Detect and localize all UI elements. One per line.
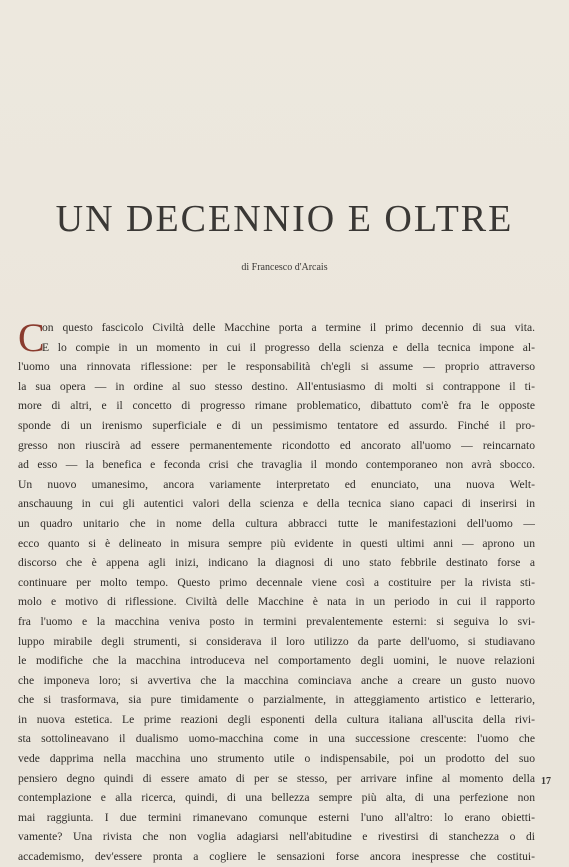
body-line: anschauung in cui gli autentici valori della scienza e della tecnica siano capaci di inserirsi in — [18, 497, 535, 511]
article-byline: di Francesco d'Arcais — [241, 262, 328, 273]
body-line: luppo mirabile degli strumenti, si considerava il loro utilizzo da parte dell'uomo, si studiavano — [18, 634, 535, 648]
body-line: sta sottolineavano il dualismo uomo-macchina come in una successione crescente: l'uomo che — [18, 732, 535, 746]
page-number: 17 — [541, 776, 551, 787]
body-line: un quadro unitario che in nome della cultura abbracci tutte le manifestazioni dell'uomo — — [18, 516, 535, 530]
article-title: UN DECENNIO E OLTRE — [55, 198, 514, 240]
body-line: che imponeva loro; si avvertiva che la macchina cominciava anche a creare un gusto nuovo — [18, 673, 535, 687]
article-body — [18, 315, 535, 867]
drop-cap: C — [18, 315, 45, 360]
body-line: mai raggiunta. I due termini rimanevano comunque esterni l'uno all'altro: lo erano obietti- — [18, 810, 535, 824]
body-line: ad esso — la benefica e feconda crisi che travaglia il mondo contemporaneo non avrà sbocco. — [18, 458, 535, 472]
body-line: gresso non riuscirà ad essere permanentemente ricondotto ed ancorato all'uomo — reincarnato — [18, 438, 535, 452]
body-line: sponde di un irenismo superficiale e di un pessimismo tentatore ed assurdo. Finché il pro- — [18, 418, 535, 432]
body-line: fra l'uomo e la macchina veniva posto in termini prevalentemente esterni: si seguiva lo svi- — [18, 614, 535, 628]
body-line: le modifiche che la macchina introduceva nel comportamento degli uomini, le nuove relazioni — [18, 654, 535, 668]
body-line: l'uomo una rinnovata riflessione: per le responsabilità ch'egli si assume — proprio attraverso — [18, 360, 535, 374]
body-line: E lo compie in un momento in cui il progresso della scienza e della tecnica impone al- — [42, 340, 535, 354]
body-line: Un nuovo umanesimo, ancora variamente interpretato ed enunciato, una nuova Welt- — [18, 477, 535, 491]
body-line: contemplazione e alla ricerca, quindi, di una bellezza sempre più alta, di una perfezione non — [18, 791, 535, 805]
body-line: ecco quanto si è delineato in misura sempre più evidente in questi ultimi anni — aprono un — [18, 536, 535, 550]
body-line: molo e motivo di riflessione. Civiltà delle Macchine è nata in un periodo in cui il rapporto — [18, 595, 535, 609]
body-line: in nuova estetica. Le prime reazioni degli esponenti della cultura italiana all'uscita della rivi- — [18, 712, 535, 726]
body-line: la sua opera — in ordine al suo stesso destino. All'entusiasmo di molti si contrappone il ti- — [18, 379, 535, 393]
body-line: on questo fascicolo Civiltà delle Macchine porta a termine il primo decennio di sua vita. — [42, 321, 535, 334]
body-line: pensiero degno quindi di essere amato di per se stesso, per arrivare infine al momento della — [18, 771, 535, 785]
body-line: vamente? Una rivista che non voglia adagiarsi nell'abitudine e rivestirsi di stanchezza o di — [18, 830, 535, 844]
body-line: vede dapprima nella macchina uno strumento utile o indispensabile, poi un prodotto del suo — [18, 752, 535, 766]
body-line: accademismo, dev'essere pronta a cogliere le sensazioni forse ancora inespresse che costitui- — [18, 850, 535, 864]
body-line: more di altri, e il concetto di progresso rimane problematico, dibattuto com'è fra le opposte — [18, 399, 535, 413]
body-line: che si trasformava, sia pure timidamente o parzialmente, in atteggiamento artistico e letterario, — [18, 693, 535, 707]
body-line: continuare per molto tempo. Questo primo decennale viene così a costituire per la rivista sti- — [18, 575, 535, 589]
body-line: discorso che è appena agli inizi, indicano la diagnosi di uno stato febbrile destinato forse a — [18, 556, 535, 570]
